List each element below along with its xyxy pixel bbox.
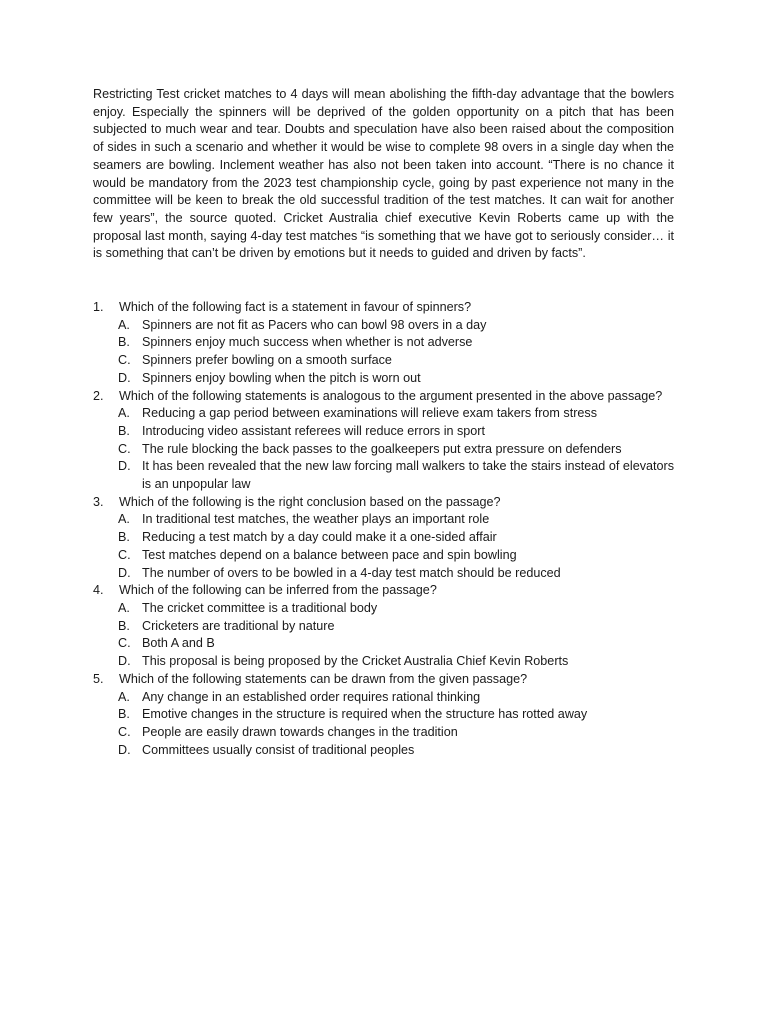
option-letter: D. <box>118 370 131 385</box>
option-item <box>93 689 674 707</box>
option-text: Introducing video assistant referees will reduce errors in sport <box>142 423 485 438</box>
option-item <box>93 458 674 493</box>
option-text: People are easily drawn towards changes in the tradition <box>142 724 458 739</box>
option-list <box>93 405 674 494</box>
option-text: The cricket committee is a traditional body <box>142 600 378 615</box>
question-item <box>93 671 674 760</box>
option-letter: B. <box>118 335 130 350</box>
option-item <box>93 317 674 335</box>
option-text: Spinners enjoy much success when whether is not adverse <box>142 335 473 350</box>
option-letter: C. <box>118 441 131 456</box>
question-text: Which of the following can be inferred from the passage? <box>119 583 437 598</box>
option-item <box>93 618 674 636</box>
option-letter: B. <box>118 530 130 545</box>
option-text: Reducing a gap period between examinations will relieve exam takers from stress <box>142 406 597 421</box>
option-item <box>93 352 674 370</box>
option-letter: A. <box>118 689 130 704</box>
question-item <box>93 582 674 671</box>
question-item <box>93 494 674 583</box>
question-text: Which of the following is the right conclusion based on the passage? <box>119 494 501 509</box>
option-letter: C. <box>118 636 131 651</box>
question-item <box>93 299 674 388</box>
option-text: Emotive changes in the structure is required when the structure has rotted away <box>142 707 588 722</box>
option-text: In traditional test matches, the weather plays an important role <box>142 512 490 527</box>
option-list <box>93 689 674 760</box>
option-item <box>93 600 674 618</box>
option-letter: D. <box>118 565 131 580</box>
option-letter: D. <box>118 742 131 757</box>
option-letter: D. <box>118 459 131 474</box>
option-item <box>93 370 674 388</box>
option-text: This proposal is being proposed by the Cricket Australia Chief Kevin Roberts <box>142 654 569 669</box>
option-text: Cricketers are traditional by nature <box>142 618 335 633</box>
option-item <box>93 547 674 565</box>
option-item <box>93 511 674 529</box>
option-letter: C. <box>118 547 131 562</box>
question-text: Which of the following statements is analogous to the argument presented in the above passage? <box>119 388 663 403</box>
document-page <box>93 86 674 759</box>
question-number: 4. <box>93 583 104 598</box>
question-item <box>93 388 674 494</box>
option-item <box>93 405 674 423</box>
option-letter: A. <box>118 600 130 615</box>
question-number: 3. <box>93 494 104 509</box>
option-list <box>93 511 674 582</box>
option-text: Spinners enjoy bowling when the pitch is worn out <box>142 370 421 385</box>
option-letter: B. <box>118 707 130 722</box>
option-text: Committees usually consist of traditional peoples <box>142 742 415 757</box>
option-item <box>93 334 674 352</box>
option-item <box>93 706 674 724</box>
option-item <box>93 441 674 459</box>
option-letter: A. <box>118 406 130 421</box>
option-text: Both A and B <box>142 636 215 651</box>
option-text: The rule blocking the back passes to the goalkeepers put extra pressure on defenders <box>142 441 622 456</box>
option-text: Spinners prefer bowling on a smooth surface <box>142 353 392 368</box>
question-text: Which of the following fact is a statement in favour of spinners? <box>119 300 472 315</box>
option-text: Spinners are not fit as Pacers who can bowl 98 overs in a day <box>142 317 487 332</box>
option-list <box>93 317 674 388</box>
option-item <box>93 653 674 671</box>
option-text: It has been revealed that the new law forcing mall walkers to take the stairs instead of elevators is an unpopular law <box>142 459 674 492</box>
option-text: Reducing a test match by a day could make it a one-sided affair <box>142 530 497 545</box>
option-letter: B. <box>118 618 130 633</box>
option-item <box>93 742 674 760</box>
option-item <box>93 423 674 441</box>
option-item <box>93 529 674 547</box>
option-letter: A. <box>118 317 130 332</box>
option-letter: C. <box>118 724 131 739</box>
option-letter: A. <box>118 512 130 527</box>
question-text: Which of the following statements can be drawn from the given passage? <box>119 671 528 686</box>
option-letter: B. <box>118 423 130 438</box>
option-text: Any change in an established order requires rational thinking <box>142 689 481 704</box>
passage-paragraph: Restricting Test cricket matches to 4 days will mean abolishing the fifth-day advantage that the bowlers enjoy. Especially the spinners will be deprived of the golden opportunity on a pitch that has been subjected to much wear and tear. Doubts and speculation have also been raised about the composition of sides in such a scenario and whether it would be wise to complete 98 overs in a single day when the seamers are bowling. Inclement weather has also not been taken into account. “There is no chance it would be mandatory from the 2023 test championship cycle, going by past experience not many in the committee will be keen to break the old successful tradition of the test matches. It can wait for another few years”, the source quoted. Cricket Australia chief executive Kevin Roberts came up with the proposal last month, saying 4-day test matches “is something that we have got to seriously consider… it is something that can’t be driven by emotions but it needs to guided and driven by facts”. <box>93 87 674 261</box>
question-number: 1. <box>93 300 104 315</box>
option-letter: D. <box>118 654 131 669</box>
option-text: Test matches depend on a balance between pace and spin bowling <box>142 547 517 562</box>
option-item <box>93 565 674 583</box>
question-list <box>93 299 674 759</box>
option-item <box>93 724 674 742</box>
option-list <box>93 600 674 671</box>
option-letter: C. <box>118 353 131 368</box>
question-number: 5. <box>93 671 104 686</box>
option-text: The number of overs to be bowled in a 4-day test match should be reduced <box>142 565 561 580</box>
question-number: 2. <box>93 388 104 403</box>
option-item <box>93 635 674 653</box>
